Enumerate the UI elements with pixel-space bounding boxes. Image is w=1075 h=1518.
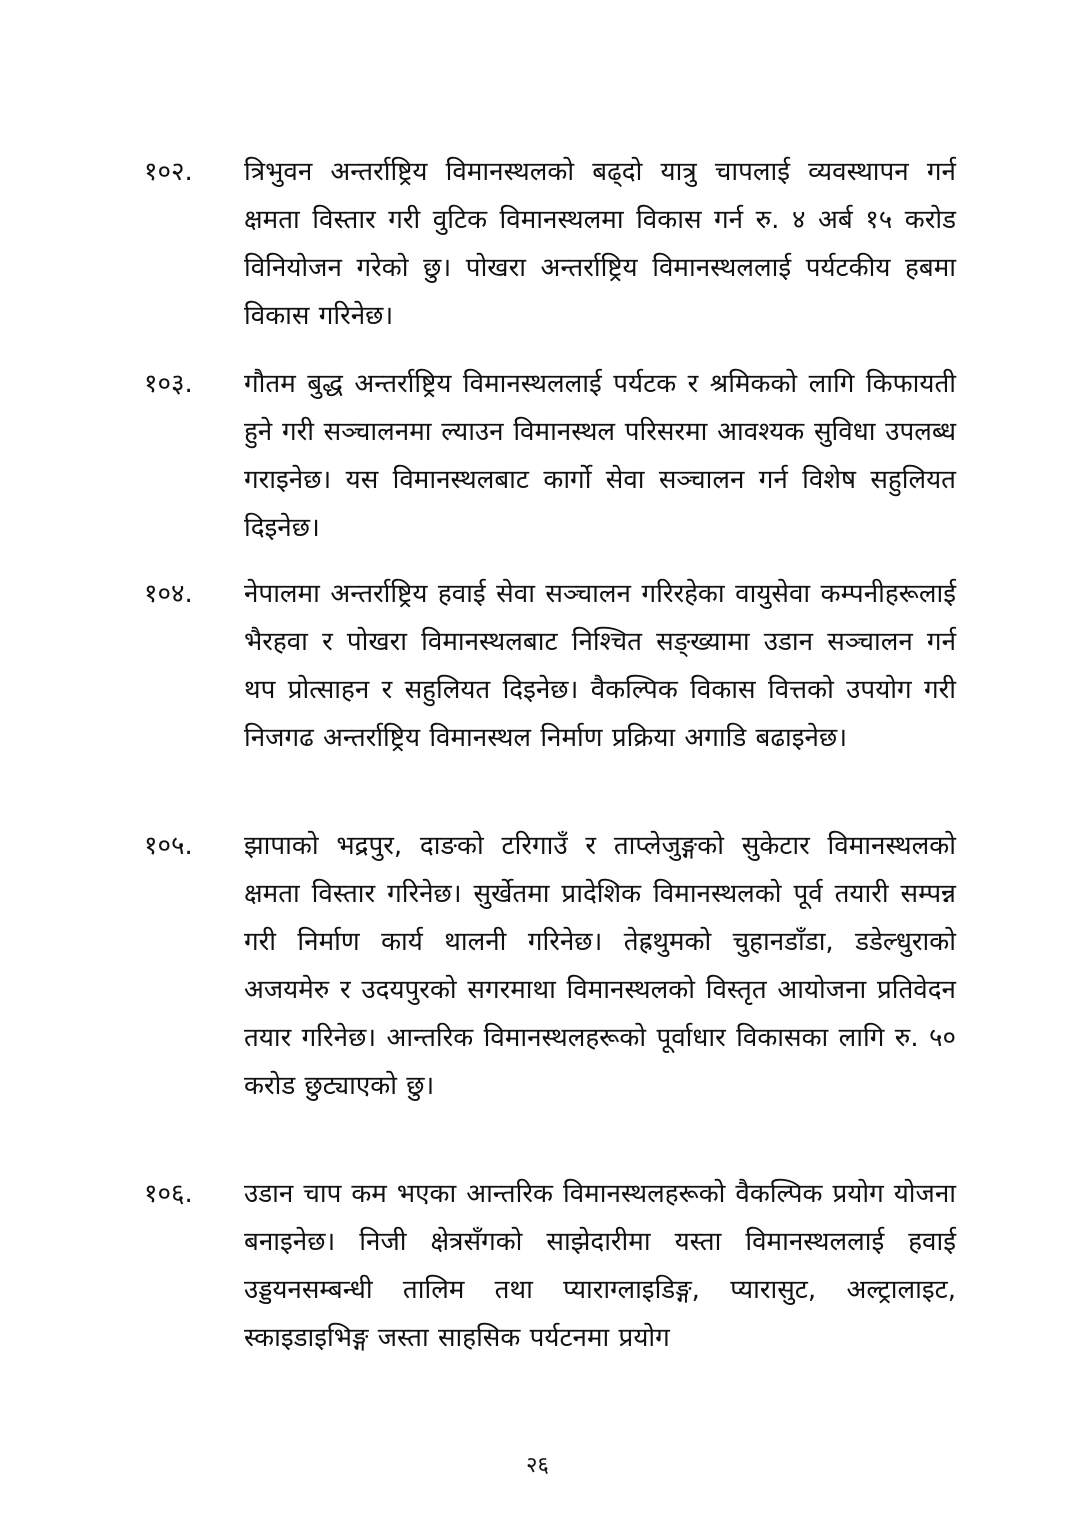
paragraph-106 (144, 1170, 956, 1362)
paragraph-103 (144, 360, 956, 552)
paragraph-text: झापाको भद्रपुर, दाङको टरिगाउँ र ताप्लेजुङ्गको सुकेटार विमानस्थलको क्षमता विस्तार गरिनेछ। सुर्खेतमा प्रादेशिक विमानस्थलको पूर्व तयारी सम्पन्न गरी निर्माण कार्य थालनी गरिनेछ। तेह्रथुमको चुहानडाँडा, डडेल्धुराको अजयमेरु र उदयपुरको सगरमाथा विमानस्थलको विस्तृत आयोजना प्रतिवेदन तयार गरिनेछ। आन्तरिक विमानस्थलहरूको पूर्वाधार विकासका लागि रु. ५० करोड छुट्याएको छु। (244, 831, 956, 1101)
paragraph-105 (144, 822, 956, 1110)
paragraph-number: १०२. (144, 157, 193, 187)
paragraph-number: १०५. (144, 831, 193, 861)
paragraph-number: १०६. (144, 1179, 193, 1209)
paragraph-text: नेपालमा अन्तर्राष्ट्रिय हवाई सेवा सञ्चालन गरिरहेका वायुसेवा कम्पनीहरूलाई भैरहवा र पोखरा विमानस्थलबाट निश्चित सङ्ख्यामा उडान सञ्चालन गर्न थप प्रोत्साहन र सहुलियत दिइनेछ। वैकल्पिक विकास वित्तको उपयोग गरी निजगढ अन्तर्राष्ट्रिय विमानस्थल निर्माण प्रक्रिया अगाडि बढाइनेछ। (244, 579, 956, 753)
paragraph-number: १०४. (144, 579, 193, 609)
paragraph-102 (144, 148, 956, 340)
paragraph-text: उडान चाप कम भएका आन्तरिक विमानस्थलहरूको वैकल्पिक प्रयोग योजना बनाइनेछ। निजी क्षेत्रसँगको साझेदारीमा यस्ता विमानस्थललाई हवाई उड्डयनसम्बन्धी तालिम तथा प्याराग्लाइडिङ्ग, प्यारासुट, अल्ट्रालाइट, स्काइडाइभिङ्ग जस्ता साहसिक पर्यटनमा प्रयोग (244, 1179, 956, 1353)
paragraph-number: १०३. (144, 369, 193, 399)
paragraph-text: त्रिभुवन अन्तर्राष्ट्रिय विमानस्थलको बढ्दो यात्रु चापलाई व्यवस्थापन गर्न क्षमता विस्तार गरी वुटिक विमानस्थलमा विकास गर्न रु. ४ अर्ब १५ करोड विनियोजन गरेको छु। पोखरा अन्तर्राष्ट्रिय विमानस्थललाई पर्यटकीय हबमा विकास गरिनेछ। (244, 157, 956, 331)
paragraph-104 (144, 570, 956, 762)
paragraph-text: गौतम बुद्ध अन्तर्राष्ट्रिय विमानस्थललाई पर्यटक र श्रमिकको लागि किफायती हुने गरी सञ्चालनमा ल्याउन विमानस्थल परिसरमा आवश्यक सुविधा उपलब्ध गराइनेछ। यस विमानस्थलबाट कार्गो सेवा सञ्चालन गर्न विशेष सहुलियत दिइनेछ। (244, 369, 956, 543)
page-number: २६ (526, 1453, 549, 1478)
